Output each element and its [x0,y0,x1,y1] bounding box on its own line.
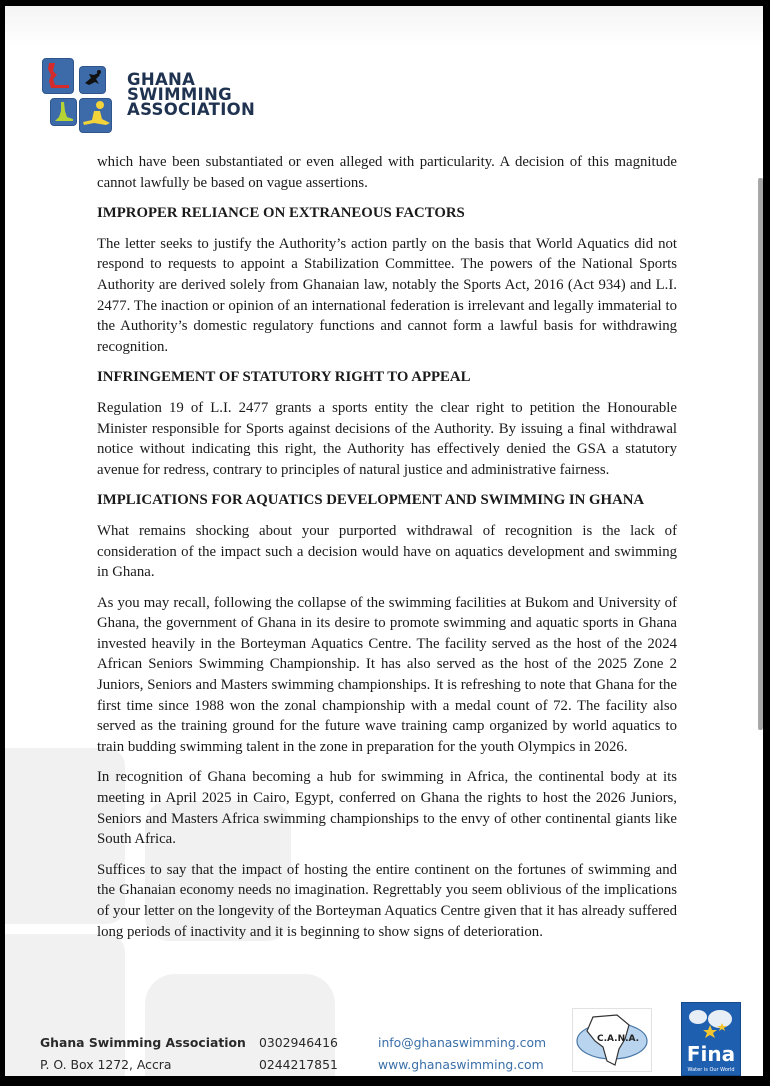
page-top-shadow [5,6,763,46]
paragraph-continuation: which have been substantiated or even alleged with particularity. A decision of this magnitude cannot lawfully be based on vague assertions. [97,154,677,191]
paragraph-economic-impact: Suffices to say that the impact of hosting the entire continent on the fortunes of swimming and the Ghanaian economy needs no imagination. Regrettably you seem oblivious of the implications of your letter on the longevity of the Borteyman Aquatics Centre given that it has already suffered long periods of inactivity and it is beginning to show signs of deterioration. [97,861,677,940]
section-heading-extraneous-factors: IMPROPER RELIANCE ON EXTRANEOUS FACTORS [97,205,465,222]
logo-line-2: SWIMMING [127,85,232,104]
paragraph-extraneous-factors: The letter seeks to justify the Authority’s action partly on the basis that World Aquatics did not respond to requests to appoint a Stabilization Committee. The powers of the National Sports Authority are derived solely from Ghanaian law, notably the Sports Act, 2016 (Act 934) and L.I. 2477. The inaction or opinion of an international federation is irrelevant and legally immaterial to the Authority’s domestic regulatory functions and cannot form a lawful basis for withdrawing recognition. [97,235,677,355]
svg-text:Fina: Fina [686,1042,736,1066]
paragraph-hosting-rights: In recognition of Ghana becoming a hub for swimming in Africa, the continental body at its meeting in April 2025 in Cairo, Egypt, conferred on Ghana the rights to host the 2026 Juniors, Seniors and Masters Africa swimming championships to the envy of other continental giants like South Africa. [97,769,677,848]
section-heading-implications: IMPLICATIONS FOR AQUATICS DEVELOPMENT AND SWIMMING IN GHANA [97,492,645,509]
footer-organization [40,1032,246,1076]
document-page [5,6,763,1076]
paragraph-borteyman-history: As you may recall, following the collapse of the swimming facilities at Bukom and University of Ghana, the government of Ghana in its desire to promote swimming and aquatic sports in Ghana invested heavily in the Borteyman Aquatics Centre. The facility served as the host of the 2024 African Seniors Swimming Championship. It has also served as the host of the 2025 Zone 2 Juniors, Seniors and Masters swimming championships. It is refreshing to note that Ghana for the first time since 1988 won the zonal championship with a medal count of 72. The facility also served as the training ground for the future wave training camp organized by world aquatics to train budding swimming talent in the zone in preparation for the youth Olympics in 2026. [97,594,677,755]
logo-line-3: ASSOCIATION [127,100,256,119]
svg-text:C.A.N.A.: C.A.N.A. [597,1034,640,1044]
fina-logo-icon [681,1002,741,1076]
footer-phone-1: 0302946416 [259,1035,338,1050]
logo-tile-waterpolo-icon [79,98,112,133]
paragraph-right-to-appeal: Regulation 19 of L.I. 2477 grants a sports entity the clear right to petition the Honourable Minister responsible for Sports against decisions of the Authority. By issuing a final withdrawal notice without indicating this right, the Authority has effectively denied the GSA a statutory avenue for redress, contrary to principles of natural justice and administrative fairness. [97,399,677,478]
logo-tile-synchro-icon [50,98,77,126]
logo-tile-diver-icon [42,58,74,94]
vertical-scrollbar[interactable] [758,178,763,730]
footer-address: P. O. Box 1272, Accra [40,1057,172,1072]
logo-wordmark [127,72,255,117]
logo-line-1: GHANA [127,70,196,89]
footer-phones [259,1032,338,1076]
footer-contact-links [378,1032,546,1076]
section-heading-right-to-appeal: INFRINGEMENT OF STATUTORY RIGHT TO APPEAL [97,369,471,386]
svg-text:Water is Our World: Water is Our World [687,1067,735,1073]
footer-phone-2: 0244217851 [259,1057,338,1072]
gsa-logo [42,58,272,130]
cana-logo-icon [572,1008,652,1072]
footer-org-name: Ghana Swimming Association [40,1035,246,1050]
footer-email-link[interactable]: info@ghanaswimming.com [378,1035,547,1050]
letter-body [97,152,677,952]
paragraph-implications: What remains shocking about your purported withdrawal of recognition is the lack of consideration of the impact such a decision would have on aquatics development and swimming in Ghana. [97,522,677,581]
logo-tile-swimmer-icon [79,66,106,94]
footer-website-link[interactable]: www.ghanaswimming.com [378,1057,544,1072]
